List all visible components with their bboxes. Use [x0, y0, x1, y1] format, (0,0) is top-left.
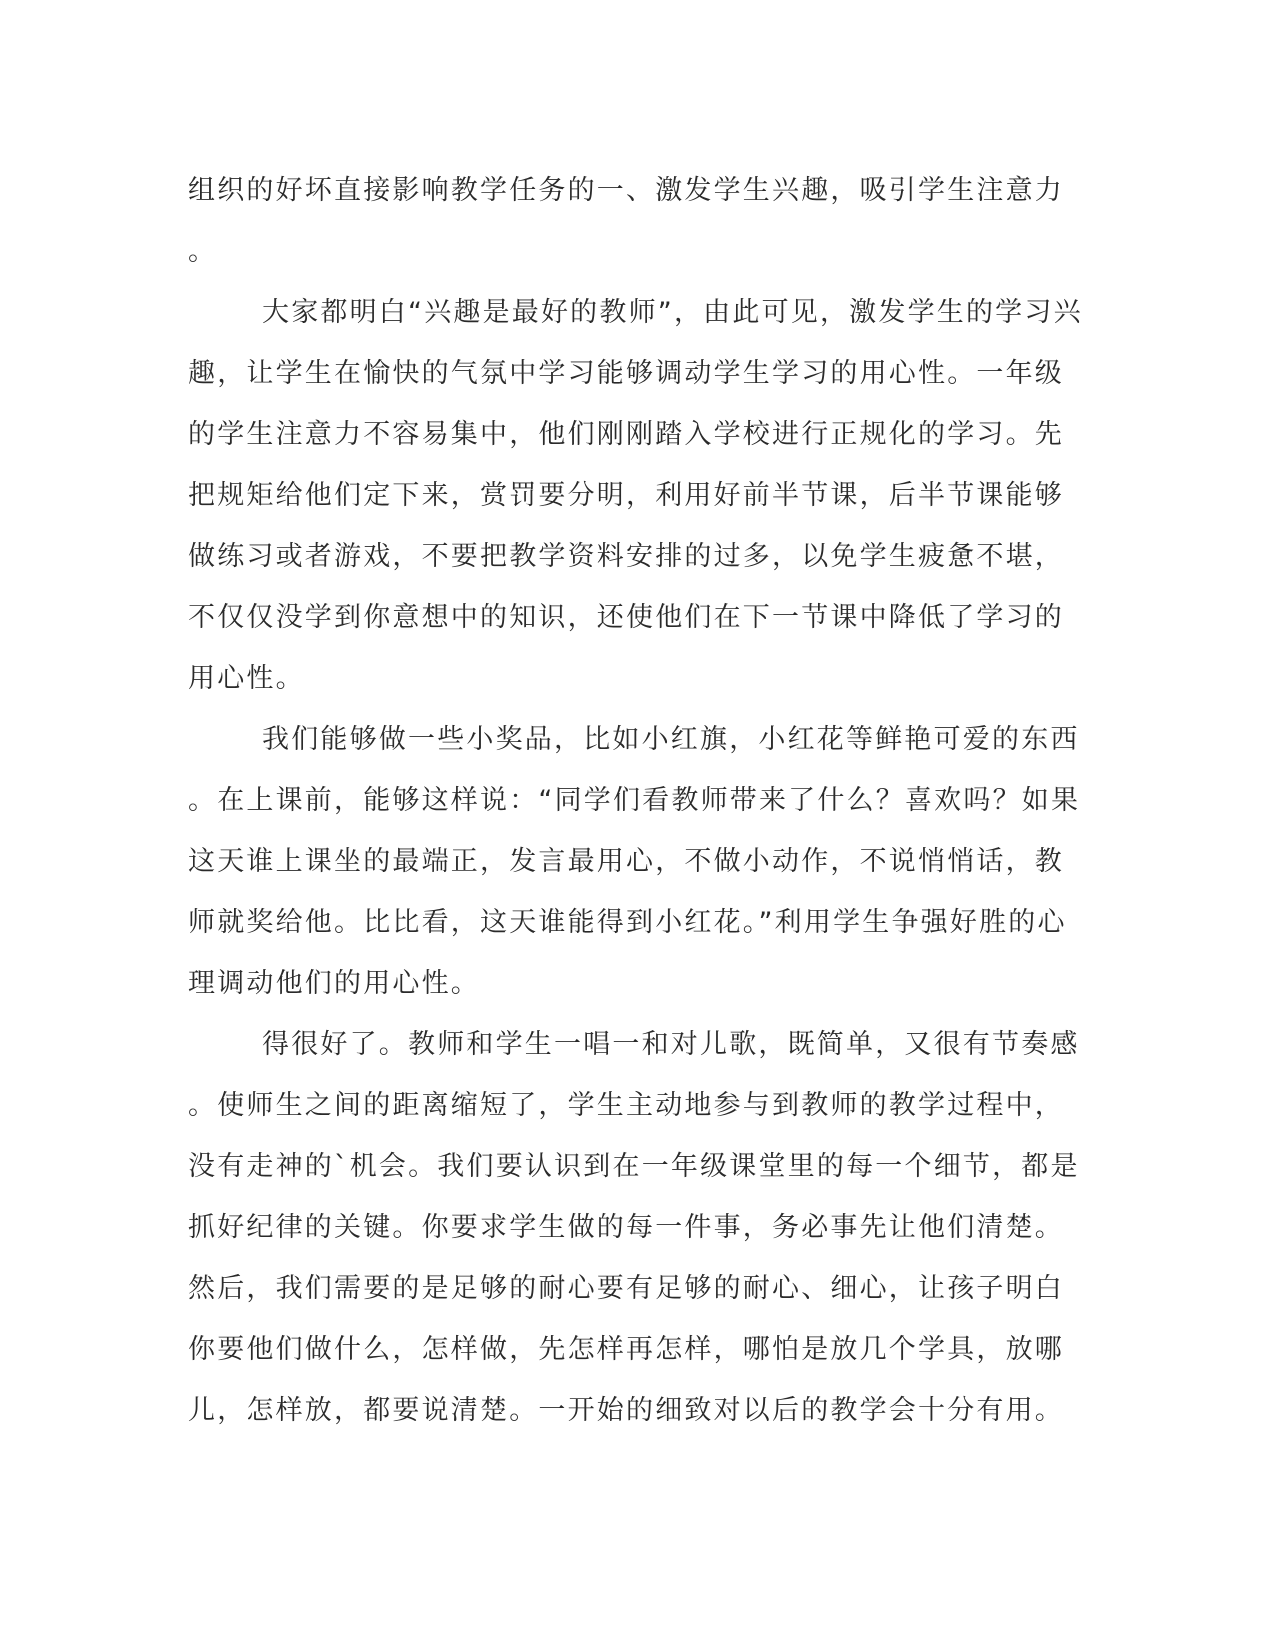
text-line: 不仅仅没学到你意想中的知识，还使他们在下一节课中降低了学习的: [188, 602, 1064, 633]
text-line: 。: [188, 236, 218, 267]
text-line: 师就奖给他。比比看，这天谁能得到小红花。”利用学生争强好胜的心: [188, 907, 1067, 938]
body-text: [188, 160, 1083, 1441]
text-line: 没有走神的`机会。我们要认识到在一年级课堂里的每一个细节，都是: [188, 1151, 1080, 1182]
text-line: 抓好纪律的关键。你要求学生做的每一件事，务必事先让他们清楚。: [188, 1212, 1064, 1243]
paragraph-start-line: 我们能够做一些小奖品，比如小红旗，小红花等鲜艳可爱的东西: [262, 724, 1080, 755]
text-line: 理调动他们的用心性。: [188, 968, 480, 999]
text-line: 做练习或者游戏，不要把教学资料安排的过多，以免学生疲惫不堪，: [188, 541, 1064, 572]
text-line: 。在上课前，能够这样说：“同学们看教师带来了什么？喜欢吗？如果: [188, 785, 1081, 816]
paragraph-start-line: 大家都明白“兴趣是最好的教师”，由此可见，激发学生的学习兴: [262, 297, 1083, 328]
text-line: 。使师生之间的距离缩短了，学生主动地参与到教师的教学过程中，: [188, 1090, 1064, 1121]
paragraph-start-line: 得很好了。教师和学生一唱一和对儿歌，既简单，又很有节奏感: [262, 1029, 1080, 1060]
text-line: 把规矩给他们定下来，赏罚要分明，利用好前半节课，后半节课能够: [188, 480, 1064, 511]
text-line: 趣，让学生在愉快的气氛中学习能够调动学生学习的用心性。一年级: [188, 358, 1064, 389]
text-line: 儿，怎样放，都要说清楚。一开始的细致对以后的教学会十分有用。: [188, 1395, 1064, 1426]
text-line: 你要他们做什么，怎样做，先怎样再怎样，哪怕是放几个学具，放哪: [188, 1334, 1064, 1365]
text-line: 的学生注意力不容易集中，他们刚刚踏入学校进行正规化的学习。先: [188, 419, 1064, 450]
text-line: 用心性。: [188, 663, 305, 694]
text-line: 然后，我们需要的是足够的耐心要有足够的耐心、细心，让孩子明白: [188, 1273, 1064, 1304]
text-line: 这天谁上课坐的最端正，发言最用心，不做小动作，不说悄悄话，教: [188, 846, 1064, 877]
text-line: 组织的好坏直接影响教学任务的一、激发学生兴趣，吸引学生注意力: [188, 175, 1064, 206]
